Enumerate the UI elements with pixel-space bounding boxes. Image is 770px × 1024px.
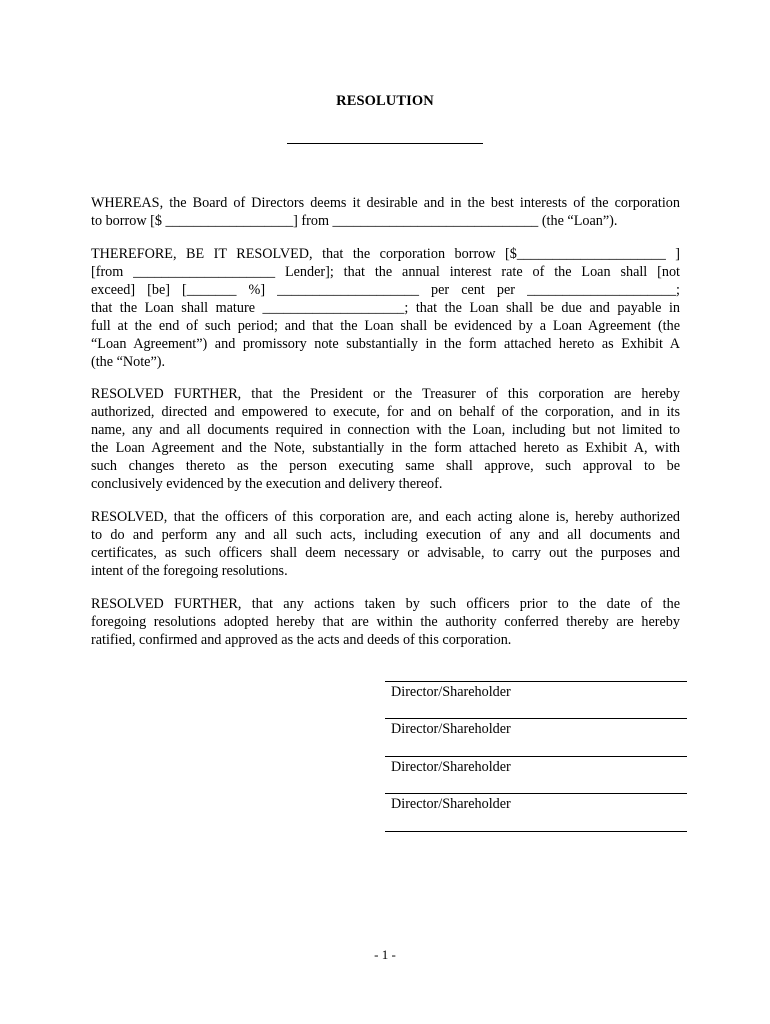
signature-line-final[interactable] [385,831,687,832]
signature-line[interactable] [385,756,687,793]
paragraph-line: “Loan Agreement”) and promissory note substantially in the form attached hereto as Exhibit A [91,336,680,352]
paragraph-line: exceed] [be] [_______ %] ____________________ per cent per _____________________; [91,282,680,298]
signature-label: Director/Shareholder [391,684,511,700]
paragraph-line: (the “Note”). [91,354,166,370]
paragraph-resolved-further-officers [91,385,680,493]
paragraph-line: WHEREAS, the Board of Directors deems it desirable and in the best interests of the corporation [91,195,680,211]
paragraph-resolved-acts [91,508,680,580]
paragraph-line: certificates, as such officers shall deem necessary or advisable, to carry out the purposes and [91,545,680,561]
paragraph-line: [from ____________________ Lender]; that the annual interest rate of the Loan shall [not [91,264,680,280]
paragraph-line: that the Loan shall mature ____________________; that the Loan shall be due and payable in [91,300,680,316]
paragraph-line: RESOLVED FURTHER, that the President or the Treasurer of this corporation are hereby [91,386,680,402]
title-underline [287,143,483,144]
signature-label: Director/Shareholder [391,758,511,775]
page-number: - 1 - [374,947,396,962]
paragraph-line: the Loan Agreement and the Note, substantially in the form attached hereto as Exhibit A, with [91,440,680,456]
signature-line[interactable] [385,793,687,830]
signature-label: Director/Shareholder [391,721,511,738]
paragraph-line: to borrow [$ __________________] from _____________________________ (the “Loan”). [91,213,618,229]
paragraph-line: THEREFORE, BE IT RESOLVED, that the corporation borrow [$_____________________ ] [91,246,680,262]
paragraph-line: foregoing resolutions adopted hereby that are within the authority conferred thereby are hereby [91,614,680,630]
paragraph-therefore-resolved [91,245,680,371]
paragraph-line: intent of the foregoing resolutions. [91,563,288,579]
signature-block [385,681,687,832]
signature-line[interactable] [385,718,687,755]
paragraph-line: authorized, directed and empowered to execute, for and on behalf of the corporation, and in its [91,404,680,420]
paragraph-line: to do and perform any and all such acts, including execution of any and all documents and [91,527,680,543]
paragraph-whereas [91,194,680,230]
signature-line[interactable] [385,681,687,718]
paragraph-line: name, any and all documents required in connection with the Loan, including but not limited to [91,422,680,438]
paragraph-line: full at the end of such period; and that the Loan shall be evidenced by a Loan Agreement (the [91,318,680,334]
signature-label: Director/Shareholder [391,796,511,813]
paragraph-line: conclusively evidenced by the execution and delivery thereof. [91,476,443,492]
paragraph-resolved-further-ratified [91,595,680,649]
paragraph-line: such changes thereto as the person executing same shall approve, such approval to be [91,458,680,474]
paragraph-line: RESOLVED FURTHER, that any actions taken by such officers prior to the date of the [91,596,680,612]
document-title: RESOLUTION [336,93,434,109]
paragraph-line: ratified, confirmed and approved as the acts and deeds of this corporation. [91,632,512,648]
paragraph-line: RESOLVED, that the officers of this corporation are, and each acting alone is, hereby authorized [91,509,680,525]
